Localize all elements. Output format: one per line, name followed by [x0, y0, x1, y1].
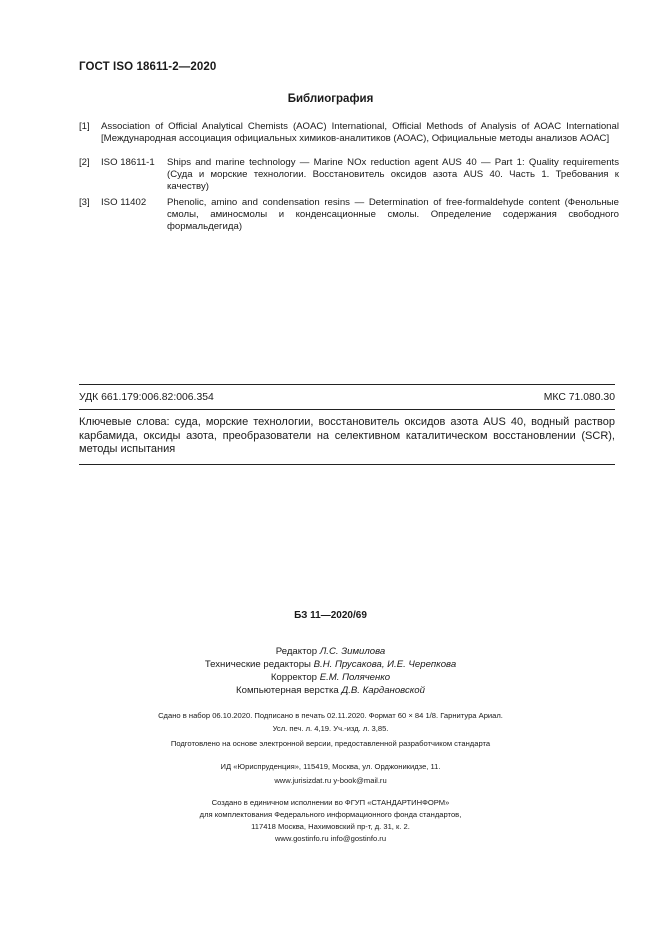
publisher-contacts: www.jurisizdat.ru y-book@mail.ru: [274, 776, 387, 785]
created-line-3: 117418 Москва, Нахимовский пр-т, д. 31, к. 2.: [251, 822, 410, 831]
print-details: Сдано в набор 06.10.2020. Подписано в печать 02.11.2020. Формат 60 × 84 1/8. Гарнитура Ариал.: [158, 711, 503, 720]
bz-number: БЗ 11—2020/69: [294, 610, 367, 621]
editor-line: [0, 645, 661, 658]
divider-top: [79, 384, 615, 385]
mks-code: МКС 71.080.30: [543, 392, 615, 403]
corrector-line: [0, 671, 661, 684]
layout-label: Компьютерная верстка: [236, 685, 339, 696]
bibliography-entry: [79, 121, 619, 145]
entry-number: [3]: [79, 197, 90, 208]
keywords: Ключевые слова: суда, морские технологии, восстановитель оксидов азота AUS 40, водный раствор карбамида, оксиды азота, преобразователи на селективном каталитическом восстановлении (SCR), методы испытания: [79, 416, 615, 456]
layout-line: [0, 684, 661, 697]
corrector-name: Е.М. Поляченко: [319, 672, 391, 683]
created-line-4: www.gostinfo.ru info@gostinfo.ru: [274, 834, 387, 843]
prepared-note: Подготовлено на основе электронной версии, предоставленной разработчиком стандарта: [170, 739, 491, 748]
tech-editors-line: [0, 658, 661, 671]
entry-text: Association of Official Analytical Chemists (AOAC) International, Official Methods of Analysis of AOAC International [Международная ассоциация официальных химиков-аналитиков (АОАС), Официальные методы анализов АОАС]: [101, 121, 619, 144]
document-code: ГОСТ ISO 18611-2—2020: [79, 61, 217, 73]
editor-label: Редактор: [275, 646, 318, 657]
layout-name: Д.В. Кардановской: [341, 685, 425, 696]
created-line-2: для комплектования Федерального информационного фонда стандартов,: [199, 810, 462, 819]
corrector-label: Корректор: [270, 672, 318, 683]
entry-number: [2]: [79, 157, 90, 168]
divider-middle: [79, 409, 615, 410]
entry-code: ISO 18611-1: [101, 157, 155, 168]
bibliography-entry: [79, 157, 619, 193]
print-volume: Усл. печ. л. 4,19. Уч.-изд. л. 3,85.: [272, 724, 389, 733]
entry-number: [1]: [79, 121, 90, 132]
divider-bottom: [79, 464, 615, 465]
tech-editors-names: В.Н. Прусакова, И.Е. Черепкова: [313, 659, 457, 670]
publisher-address: ИД «Юриспруденция», 115419, Москва, ул. Орджоникидзе, 11.: [220, 762, 441, 771]
entry-text: Phenolic, amino and condensation resins — Determination of free-formaldehyde content (Фенольные смолы, аминосмолы и конденсационные смолы. Определение содержания свободного формальдегида): [167, 197, 619, 232]
bibliography-entry: [79, 197, 619, 233]
created-line-1: Создано в единичном исполнении во ФГУП «СТАНДАРТИНФОРМ»: [211, 798, 450, 807]
entry-code: ISO 11402: [101, 197, 147, 208]
udk-code: УДК 661.179:006.82:006.354: [79, 392, 214, 403]
editor-name: Л.С. Зимилова: [319, 646, 386, 657]
entry-text: Ships and marine technology — Marine NOx reduction agent AUS 40 — Part 1: Quality requirements (Суда и морские технологии. Восстановитель оксидов азота AUS 40. Часть 1. Требования к качеству): [167, 157, 619, 192]
tech-editors-label: Технические редакторы: [204, 659, 311, 670]
bibliography-title: Библиография: [287, 93, 374, 105]
